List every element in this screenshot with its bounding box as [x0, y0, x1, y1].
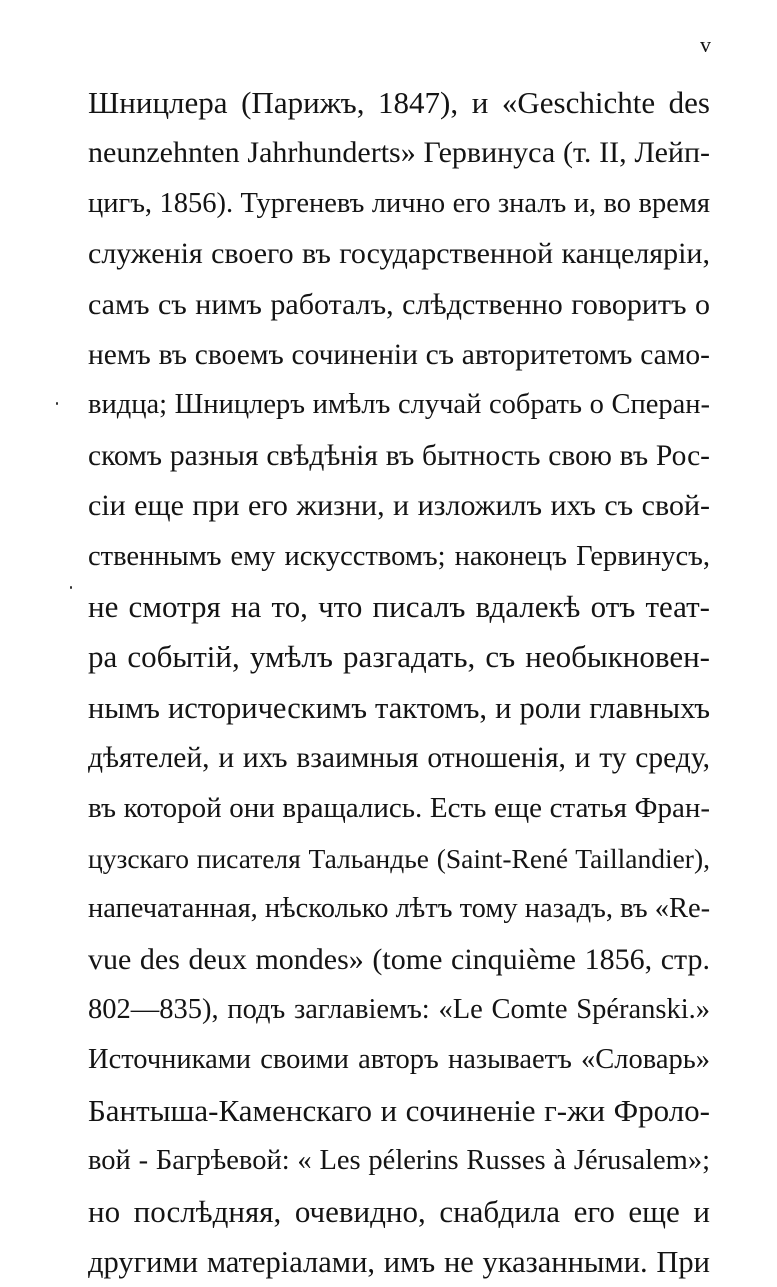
text-line-14: дѣятелей, и ихъ взаимныя отношенія, и ту среду, — [88, 742, 710, 775]
text-line-6: немъ въ своемъ сочиненіи съ авторитетомъ само- — [88, 338, 710, 371]
text-line-11: не смотря на то, что писалъ вдалекѣ отъ теат- — [88, 588, 710, 624]
text-line-22: вой - Багрѣевой: « Les pélerins Russes à Jérusalem»; — [88, 1145, 710, 1177]
text-line-3: цигъ, 1856). Тургеневъ лично его зналъ и, во время — [88, 187, 710, 219]
text-line-1: Шницлера (Парижъ, 1847), и «Geschichte des — [88, 85, 710, 120]
text-line-15: въ которой они вращались. Есть еще статья Фран- — [88, 792, 710, 825]
text-line-20: Источниками своими авторъ называетъ «Словарь» — [88, 1044, 710, 1076]
text-line-8: скомъ разныя свѣдѣнія въ бытность свою въ Рос- — [88, 439, 710, 472]
text-line-17: напечатанная, нѣсколько лѣтъ тому назадъ, въ «Re- — [88, 893, 710, 925]
text-line-21: Бантыша-Каменскаго и сочиненіе г-жи Фроло- — [88, 1092, 710, 1128]
text-line-16: цузскаго писателя Тальандье (Saint-René Taillandier), — [88, 842, 710, 874]
body-text — [88, 78, 710, 1287]
text-line-10: ственнымъ ему искусствомъ; наконецъ Гервинусъ, — [88, 540, 710, 572]
text-line-5: самъ съ нимъ работалъ, слѣдственно говоритъ о — [88, 287, 710, 321]
text-line-7: видца; Шницлеръ имѣлъ случай собрать о Сперан- — [88, 389, 710, 421]
page-number: v — [700, 32, 711, 57]
text-line-19: 802—835), подъ заглавіемъ: «Le Comte Spéranski.» — [88, 994, 710, 1026]
text-line-24: другими матеріалами, имъ не указанными. При — [88, 1244, 710, 1279]
text-line-4: служенія своего въ государственной канцеляріи, — [88, 237, 710, 271]
print-speck — [56, 402, 58, 405]
print-speck — [70, 586, 72, 589]
text-line-9: сіи еще при его жизни, и изложилъ ихъ съ свой- — [88, 489, 710, 523]
text-line-23: но послѣдняя, очевидно, снабдила его еще и — [88, 1193, 710, 1229]
text-line-12: ра событій, умѣлъ разгадать, съ необыкновен- — [88, 639, 710, 675]
text-line-2: neunzehnten Jahrhunderts» Гервинуса (т. II, Лейп- — [88, 136, 710, 170]
text-line-13: нымъ историческимъ тактомъ, и роли главныхъ — [88, 690, 710, 725]
text-line-18: vue des deux mondes» (tome cinquième 1856, стр. — [88, 942, 710, 976]
